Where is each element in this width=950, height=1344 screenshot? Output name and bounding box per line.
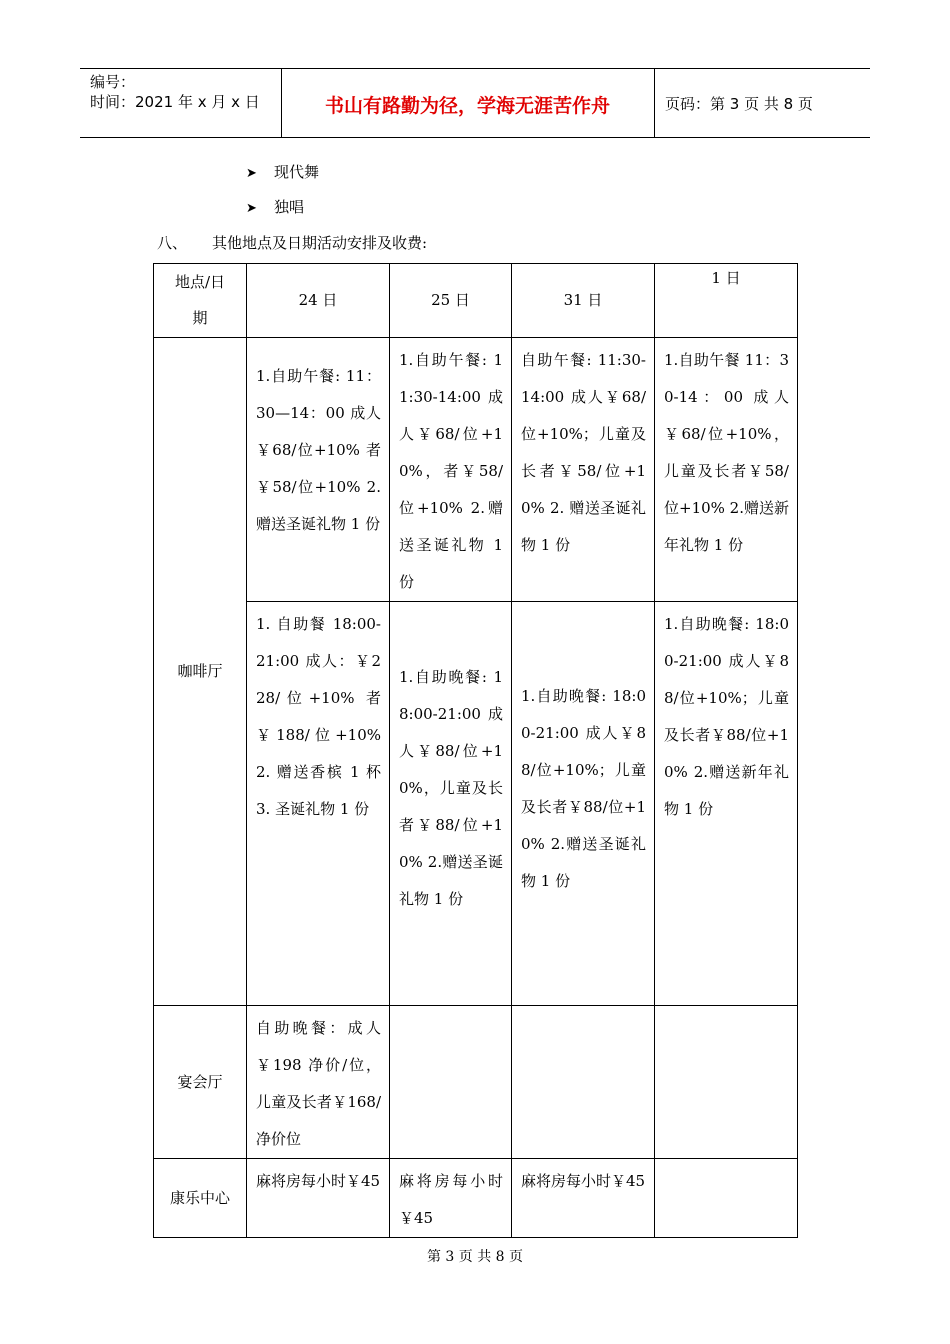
recreation-details [655, 1159, 797, 1163]
dinner-details: 1.自助晚餐: 18:00-21:00 成人￥88/位+10%；儿童及长者￥88/位+10% 2.赠送圣诞礼物 1 份 [521, 687, 646, 890]
cafe-lunch-row [154, 338, 798, 602]
bullet-item [246, 161, 319, 182]
arrow-bullet-icon: ➤ [246, 166, 257, 181]
venue-name: 康乐中心 [169, 1188, 230, 1207]
lunch-details: 1.自助午餐: 11:30-14:00 成人￥68/位+10%，者￥58/位+10% 2.赠送圣诞礼物 1 份 [399, 351, 503, 591]
banquet-row [154, 1006, 798, 1159]
lunch-details: 1.自助午餐 11：30-14：00 成人￥68/位+10%，儿童及长者￥58/位+10% 2.赠送新年礼物 1 份 [664, 351, 789, 554]
recreation-row [154, 1159, 798, 1238]
banquet-details: 自助晚餐：成人￥198 净价/位，儿童及长者￥168/净价位 [256, 1019, 381, 1148]
recreation-details: 麻将房每小时￥45 [256, 1172, 381, 1190]
table-header-row [154, 264, 798, 338]
schedule-cell [390, 602, 512, 1006]
schedule-cell [655, 602, 798, 1006]
schedule-cell [390, 1006, 512, 1159]
lunch-details: 1.自助午餐: 11：30—14：00 成人￥68/位+10% 者￥58/位+10% 2.赠送圣诞礼物 1 份 [256, 367, 381, 533]
schedule-cell [655, 1159, 798, 1238]
recreation-details: 麻将房每小时￥45 [521, 1172, 646, 1190]
bullet-item [246, 196, 304, 217]
date-header: 31 日 [563, 291, 603, 309]
venue-cell [154, 1006, 247, 1159]
date-header-cell [247, 264, 390, 338]
section-title: 其他地点及日期活动安排及收费: [212, 234, 428, 252]
venue-cell [154, 1159, 247, 1238]
corner-header: 地点/日期 [174, 273, 226, 327]
schedule-cell [247, 1006, 390, 1159]
banquet-details [655, 1006, 797, 1010]
header-page-cell [655, 69, 870, 137]
dinner-details: 1. 自助餐 18:00-21:00 成人：￥228/位+10% 者￥188/位+10% 2. 赠送香槟 1 杯 3. 圣诞礼物 1 份 [256, 615, 381, 818]
schedule-cell [512, 1159, 655, 1238]
document-number: 编号： [90, 73, 136, 91]
date-header: 1 日 [711, 269, 741, 287]
section-heading [157, 232, 427, 253]
section-number: 八、 [157, 234, 188, 252]
schedule-cell [247, 338, 390, 602]
bullet-label: 独唱 [274, 198, 305, 216]
schedule-cell [512, 602, 655, 1006]
schedule-table [153, 263, 798, 1238]
schedule-cell [247, 602, 390, 1006]
venue-name: 宴会厅 [177, 1072, 223, 1091]
corner-header-cell [154, 264, 247, 338]
date-header-cell [390, 264, 512, 338]
banquet-details [512, 1006, 654, 1010]
header-motto-cell [281, 69, 655, 137]
recreation-details: 麻将房每小时￥45 [399, 1172, 503, 1227]
lunch-details: 自助午餐: 11:30-14:00 成人￥68/位+10%；儿童及长者￥58/位+10% 2. 赠送圣诞礼物 1 份 [521, 351, 646, 554]
schedule-cell [655, 1006, 798, 1159]
date-header-cell [655, 264, 798, 338]
page-header [80, 68, 870, 138]
venue-cell [154, 338, 247, 1006]
dinner-details: 1.自助晚餐: 18:00-21:00 成人￥88/位+10%，儿童及长者￥88/位+10% 2.赠送圣诞礼物 1 份 [399, 668, 503, 908]
banquet-details [390, 1006, 511, 1010]
page-footer: 第 3 页 共 8 页 [426, 1249, 524, 1265]
schedule-cell [390, 1159, 512, 1238]
date-header: 25 日 [431, 291, 470, 309]
date-header: 24 日 [298, 291, 338, 309]
bullet-label: 现代舞 [274, 163, 320, 181]
venue-name: 咖啡厅 [177, 662, 223, 680]
schedule-cell [390, 338, 512, 602]
cafe-dinner-row [154, 602, 798, 1006]
dinner-details: 1.自助晚餐: 18:00-21:00 成人￥88/位+10%；儿童及长者￥88/位+10% 2.赠送新年礼物 1 份 [664, 615, 789, 818]
arrow-bullet-icon: ➤ [246, 201, 257, 216]
page-code: 页码：第 3 页 共 8 页 [665, 95, 813, 113]
schedule-cell [247, 1159, 390, 1238]
schedule-cell [512, 1006, 655, 1159]
date-header-cell [512, 264, 655, 338]
document-date: 时间：2021 年 x 月 x 日 [90, 93, 260, 111]
schedule-cell [512, 338, 655, 602]
header-info-cell [80, 69, 282, 137]
schedule-cell [655, 338, 798, 602]
motto: 书山有路勤为径，学海无涯苦作舟 [324, 95, 610, 117]
